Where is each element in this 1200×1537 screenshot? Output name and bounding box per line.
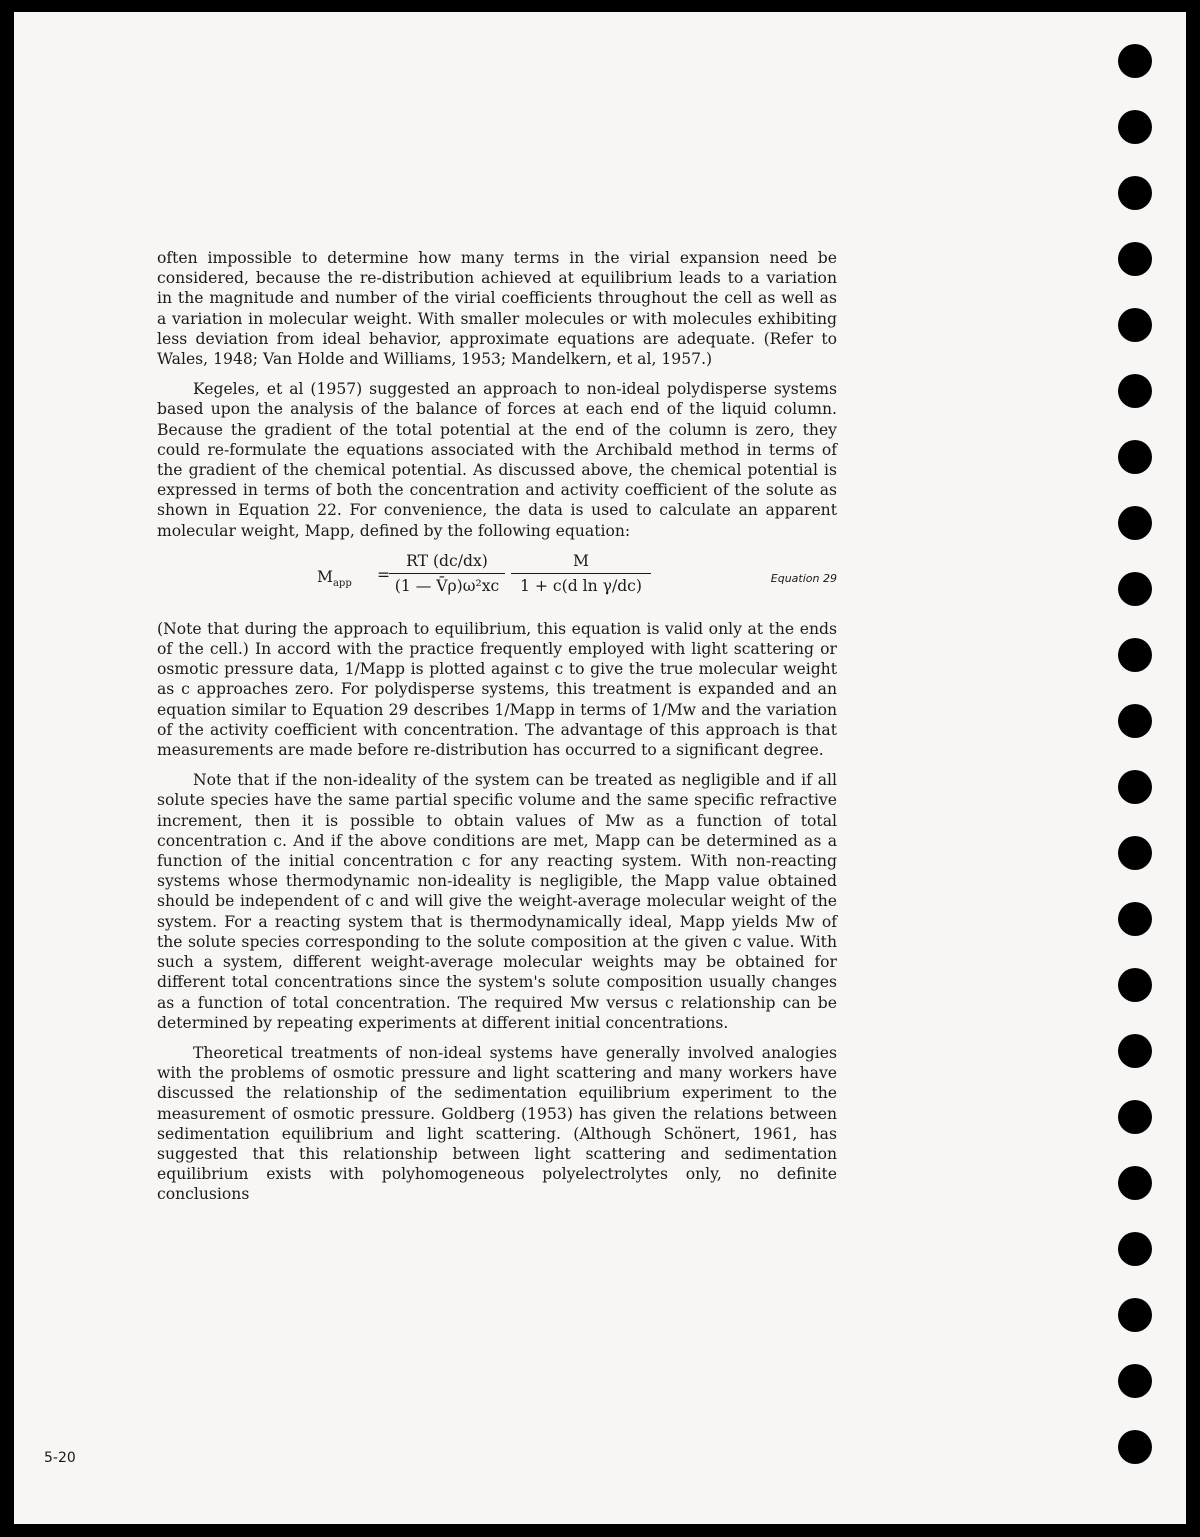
equation-lhs: $M_{app}$ [317,567,352,589]
fraction-1-numerator: RT (dc/dx) [389,551,505,574]
equation-label: Equation 29 [770,571,837,585]
body-text [157,248,837,1215]
binder-hole [1118,836,1152,870]
fraction-1-denominator: (1 — V̄ρ)ω²xc [394,577,500,596]
paragraph-5: Theoretical treatments of non-ideal systems have generally involved analogies with the problems of osmotic pressure and light scattering and many workers have discussed the relationship of the sedimentation equilibrium experiment to the measurement of osmotic pressure. Goldberg (1953) has given the relations between sedimentation equilibrium and light scattering. (Although Schönert, 1961, has suggested that this relationship between light scattering and sedimentation equilibrium exists with polyhomogeneous polyelectrolytes only, no definite conclusions [157,1043,837,1204]
paragraph-3: (Note that during the approach to equilibrium, this equation is valid only at the ends of the cell.) In accord with the practice frequently employed with light scattering or osmotic pressure data, 1/Mapp is plotted against c to give the true molecular weight as c approaches zero. For polydisperse systems, this treatment is expanded and an equation similar to Equation 29 describes 1/Mapp in terms of 1/Mw and the variation of the activity coefficient with concentration. The advantage of this approach is that measurements are made before re-distribution has occurred to a significant degree. [157,619,837,760]
equation-29 [157,551,837,609]
binder-hole [1118,1298,1152,1332]
page-number: 5-20 [44,1450,76,1466]
binder-hole [1118,374,1152,408]
binder-hole [1118,770,1152,804]
binder-hole [1118,638,1152,672]
fraction-2-denominator: 1 + c(d ln γ/dc) [519,577,643,596]
binder-hole [1118,968,1152,1002]
binder-hole [1118,1232,1152,1266]
binder-hole [1118,176,1152,210]
paragraph-2: Kegeles, et al (1957) suggested an approach to non-ideal polydisperse systems based upon the analysis of the balance of forces at each end of the liquid column. Because the gradient of the total potential at the end of the column is zero, they could re-formulate the equations associated with the Archibald method in terms of the gradient of the chemical potential. As discussed above, the chemical potential is expressed in terms of both the concentration and activity coefficient of the solute as shown in Equation 22. For convenience, the data is used to calculate an apparent molecular weight, Mapp, defined by the following equation: [157,380,837,540]
binder-hole [1118,440,1152,474]
equation-fraction-2 [511,551,651,596]
binder-hole [1118,110,1152,144]
binder-hole [1118,242,1152,276]
binder-hole [1118,572,1152,606]
binder-hole [1118,44,1152,78]
binder-hole [1118,506,1152,540]
equation-fraction-1 [389,551,505,596]
equation-equals-sign: = [377,565,391,584]
binder-hole [1118,1034,1152,1068]
binder-hole [1118,1166,1152,1200]
binder-hole [1118,308,1152,342]
document-page [14,12,1186,1524]
binder-hole [1118,1100,1152,1134]
binder-hole [1118,704,1152,738]
fraction-2-numerator: M [511,551,651,574]
binder-hole [1118,1430,1152,1464]
binder-hole [1118,1364,1152,1398]
paragraph-4: Note that if the non-ideality of the system can be treated as negligible and if all solute species have the same partial specific volume and the same specific refractive increment, then it is possible to obtain values of Mw as a function of total concentration c. And if the above conditions are met, Mapp can be determined as a function of the initial concentration c for any reacting system. With non-reacting systems whose thermodynamic non-ideality is negligible, the Mapp value obtained should be independent of c and will give the weight-average molecular weight of the system. For a reacting system that is thermodynamically ideal, Mapp yields Mw of the solute species corresponding to the solute composition at the given c value. With such a system, different weight-average molecular weights may be obtained for different total concentrations since the system's solute composition usually changes as a function of total concentration. The required Mw versus c relationship can be determined by repeating experiments at different initial concentrations. [157,771,837,1032]
binder-hole [1118,902,1152,936]
paragraph-1: often impossible to determine how many terms in the virial expansion need be considered, because the re-distribution achieved at equilibrium leads to a variation in the magnitude and number of the virial coefficients throughout the cell as well as a variation in molecular weight. With smaller molecules or with molecules exhibiting less deviation from ideal behavior, approximate equations are adequate. (Refer to Wales, 1948; Van Holde and Williams, 1953; Mandelkern, et al, 1957.) [157,249,837,369]
